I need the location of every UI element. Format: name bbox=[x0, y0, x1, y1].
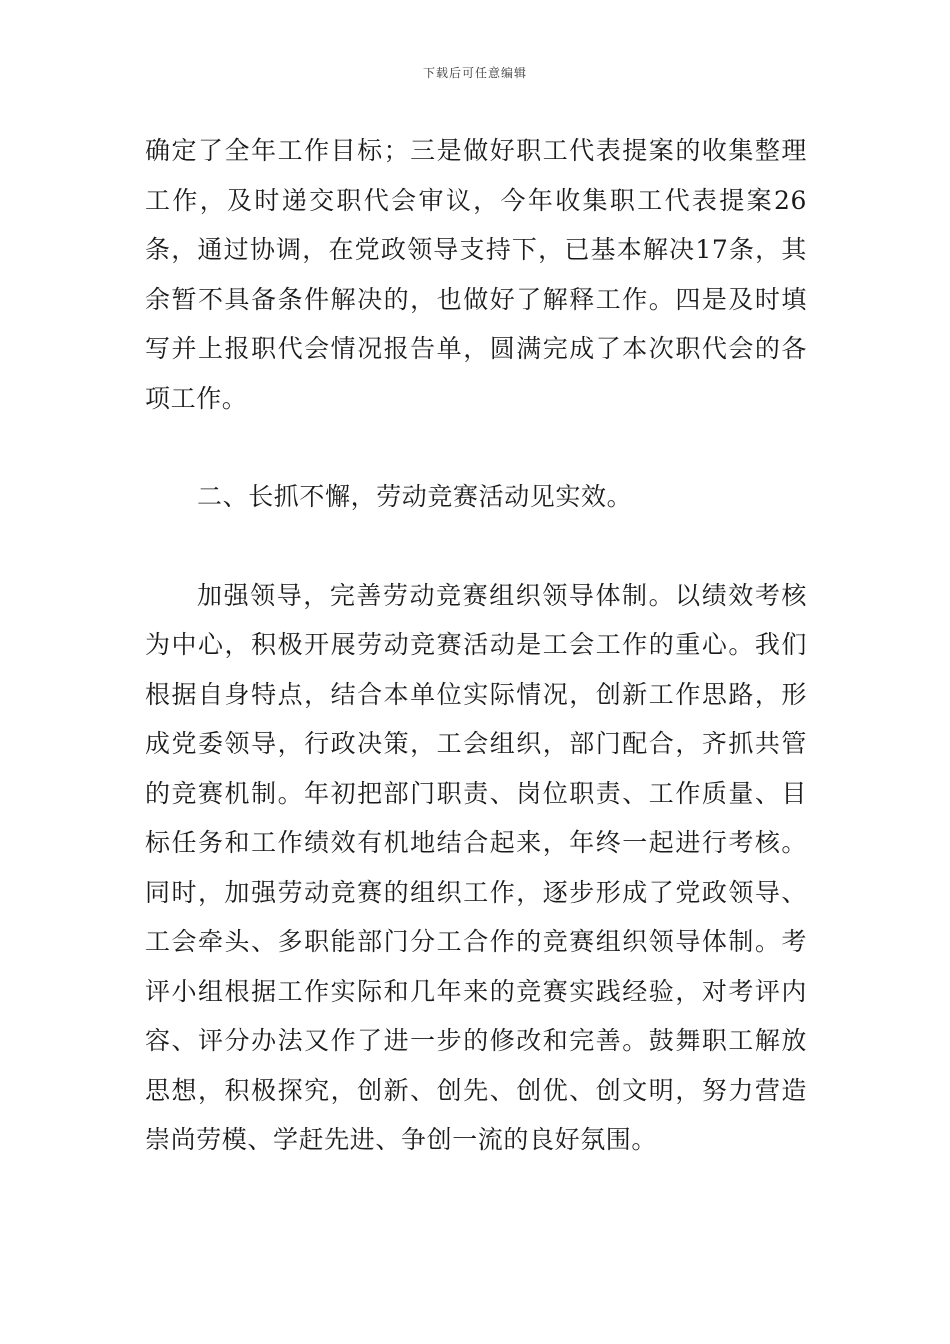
section-heading: 二、长抓不懈，劳动竞赛活动见实效。 bbox=[197, 482, 633, 511]
paragraph-continued: 确定了全年工作目标；三是做好职工代表提案的收集整理工作，及时递交职代会审议，今年收集职工代表提案26条，通过协调，在党政领导支持下，已基本解决17条，其余暂不具备条件解决的，也做好了解释工作。四是及时填写并上报职代会情况报告单，圆满完成了本次职代会的各项工作。 bbox=[145, 136, 807, 413]
document-body bbox=[145, 126, 807, 1165]
paragraph-body: 加强领导，完善劳动竞赛组织领导体制。以绩效考核为中心，积极开展劳动竞赛活动是工会工作的重心。我们根据自身特点，结合本单位实际情况，创新工作思路，形成党委领导，行政决策，工会组织，部门配合，齐抓共管的竞赛机制。年初把部门职责、岗位职责、工作质量、目标任务和工作绩效有机地结合起来，年终一起进行考核。同时，加强劳动竞赛的组织工作，逐步形成了党政领导、工会牵头、多职能部门分工合作的竞赛组织领导体制。考评小组根据工作实际和几年来的竞赛实践经验，对考评内容、评分办法又作了进一步的修改和完善。鼓舞职工解放思想，积极探究，创新、创先、创优、创文明，努力营造崇尚劳模、学赶先进、争创一流的良好氛围。 bbox=[145, 580, 807, 1154]
page-header-note: 下载后可任意编辑 bbox=[422, 66, 527, 80]
